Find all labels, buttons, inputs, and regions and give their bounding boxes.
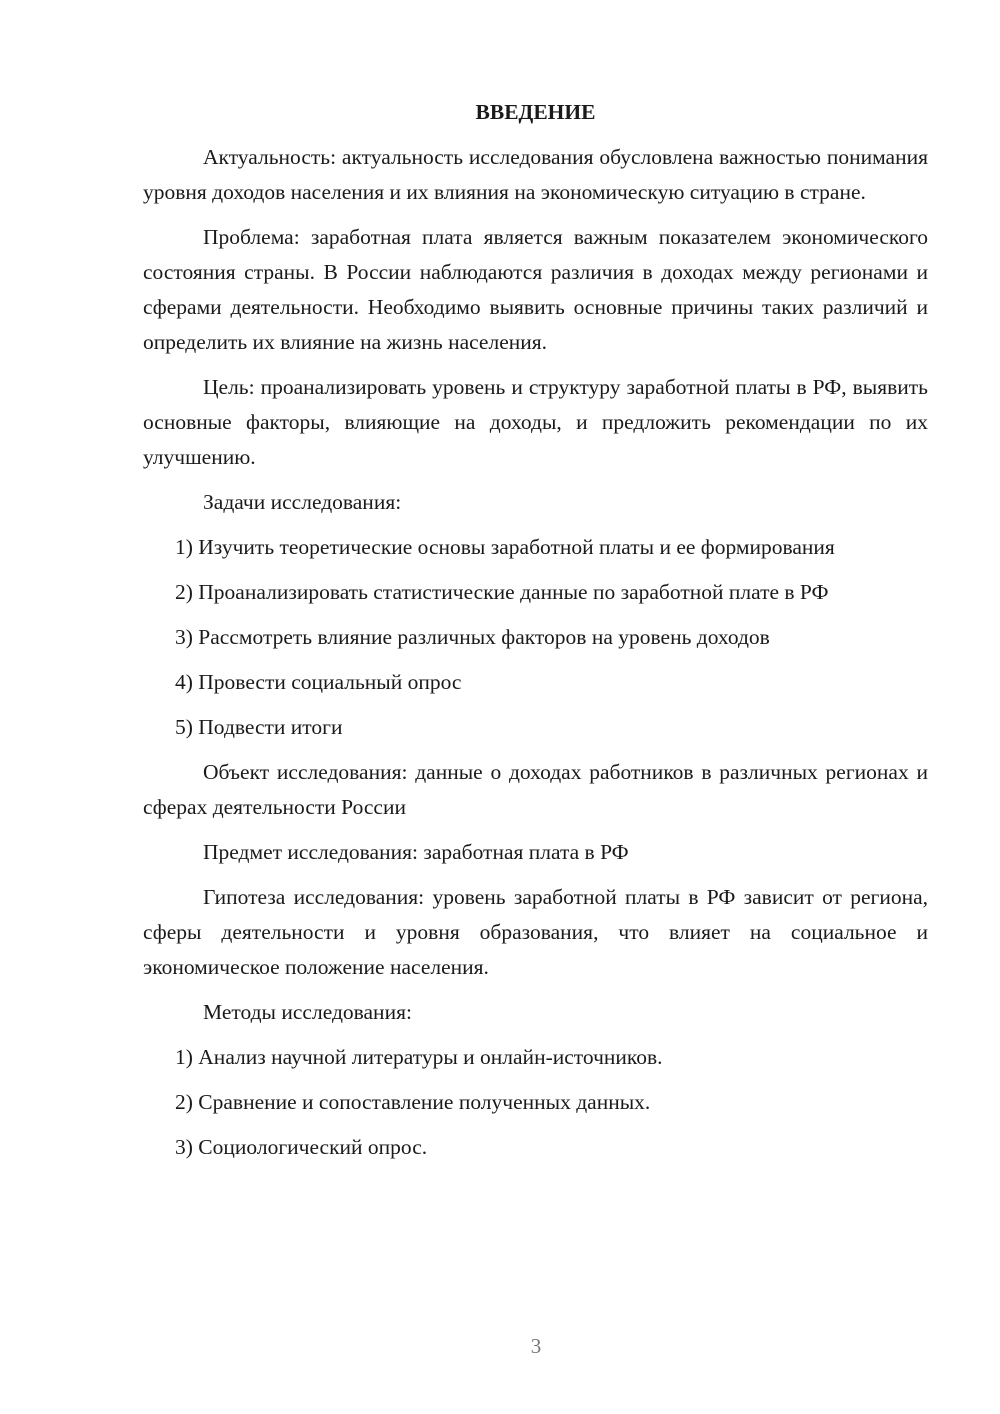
section-title: ВВЕДЕНИЕ (475, 100, 596, 124)
method-item-2: 2) Сравнение и сопоставление полученных данных. (175, 1090, 651, 1114)
relevance-paragraph: Актуальность: актуальность исследования обусловлена важностью понимания уровня доходов населения и их влияния на экономическую ситуацию в стране. (143, 145, 928, 204)
task-item-5: 5) Подвести итоги (175, 715, 343, 739)
method-item-3: 3) Социологический опрос. (175, 1135, 428, 1159)
tasks-heading: Задачи исследования: (203, 490, 402, 514)
task-item-1: 1) Изучить теоретические основы заработной платы и ее формирования (175, 535, 835, 559)
task-item-4: 4) Провести социальный опрос (175, 670, 462, 694)
task-item-2: 2) Проанализировать статистические данные по заработной плате в РФ (175, 580, 829, 604)
method-item-1: 1) Анализ научной литературы и онлайн-источников. (175, 1045, 663, 1069)
methods-heading: Методы исследования: (203, 1000, 412, 1024)
task-item-3: 3) Рассмотреть влияние различных факторов на уровень доходов (175, 625, 770, 649)
hypothesis-paragraph: Гипотеза исследования: уровень заработной платы в РФ зависит от региона, сферы деятельности и уровня образования, что влияет на социальное и экономическое положение населения. (143, 885, 928, 979)
goal-paragraph: Цель: проанализировать уровень и структуру заработной платы в РФ, выявить основные факторы, влияющие на доходы, и предложить рекомендации по их улучшению. (143, 375, 928, 469)
document-page (143, 95, 928, 1175)
page-number: 3 (530, 1334, 542, 1358)
object-paragraph: Объект исследования: данные о доходах работников в различных регионах и сферах деятельности России (143, 760, 928, 819)
subject-paragraph: Предмет исследования: заработная плата в РФ (203, 840, 629, 864)
problem-paragraph: Проблема: заработная плата является важным показателем экономического состояния страны. В России наблюдаются различия в доходах между регионами и сферами деятельности. Необходимо выявить основные причины таких различий и определить их влияние на жизнь населения. (143, 225, 928, 354)
